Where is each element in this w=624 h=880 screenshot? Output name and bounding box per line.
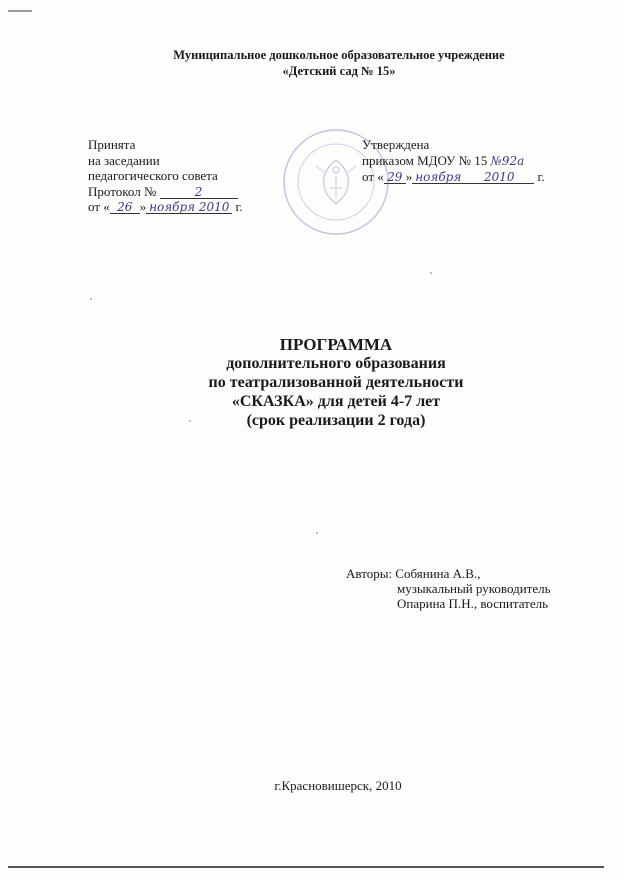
right-date-day-field xyxy=(384,171,406,184)
approval-left-block xyxy=(88,137,243,215)
meeting-label: на заседании xyxy=(88,152,160,168)
scan-speck xyxy=(316,532,318,534)
authors-line-2: музыкальный руководитель xyxy=(397,581,551,596)
institution-header xyxy=(0,47,624,79)
order-label: приказом МДОУ № 15 xyxy=(362,152,488,168)
left-date-day: 26 xyxy=(117,200,133,214)
left-date-sep: » xyxy=(139,199,147,214)
program-title xyxy=(0,335,624,430)
authors-line-3: Опарина П.Н., воспитатель xyxy=(397,596,549,611)
right-date-suffix: г. xyxy=(537,169,545,184)
council-label: педагогического совета xyxy=(88,168,218,183)
scan-mark xyxy=(8,10,32,12)
protocol-number: 2 xyxy=(194,184,203,199)
approval-right-block xyxy=(362,137,545,185)
right-date-month-field xyxy=(412,171,464,184)
right-date-line xyxy=(362,169,545,185)
scan-speck xyxy=(189,420,191,422)
left-date-suffix: г. xyxy=(235,199,243,214)
order-number: №92а xyxy=(490,153,525,168)
left-date-line xyxy=(88,199,243,215)
title-line-4: «СКАЗКА» для детей 4-7 лет xyxy=(231,393,441,410)
left-date-month-field xyxy=(146,201,232,214)
right-date-day: 29 xyxy=(387,170,403,184)
footer-place-year: г.Красновишерск, 2010 xyxy=(274,778,402,793)
protocol-label: Протокол № xyxy=(88,183,157,199)
accepted-label: Принята xyxy=(88,137,136,152)
title-line-3: по театрализованной деятельности xyxy=(208,374,464,391)
right-date-sep: » xyxy=(405,169,413,184)
left-date-day-field xyxy=(110,201,140,214)
protocol-number-field xyxy=(160,186,238,199)
authors-line-1: Авторы: Собянина А.В., xyxy=(346,566,481,581)
right-date-year: 2010 xyxy=(483,170,515,184)
authors-block xyxy=(346,566,551,611)
scan-speck xyxy=(90,298,92,300)
header-line-2: «Детский сад № 15» xyxy=(282,64,396,78)
bottom-scan-edge xyxy=(8,866,604,868)
header-line-1: Муниципальное дошкольное образовательное учреждение xyxy=(173,48,505,62)
order-line xyxy=(362,153,545,170)
left-date-prefix: от « xyxy=(88,199,110,214)
title-line-2: дополнительного образования xyxy=(226,355,446,372)
approved-label: Утверждена xyxy=(362,137,430,152)
left-date-month-year: ноября 2010 xyxy=(149,200,230,214)
right-date-month: ноября xyxy=(415,170,462,184)
right-date-year-field xyxy=(464,171,534,184)
title-line-1: ПРОГРАММА xyxy=(279,335,393,354)
protocol-line xyxy=(88,184,243,200)
right-date-prefix: от « xyxy=(362,169,384,184)
scan-speck xyxy=(430,272,432,274)
title-line-5: (срок реализации 2 года) xyxy=(246,412,426,429)
